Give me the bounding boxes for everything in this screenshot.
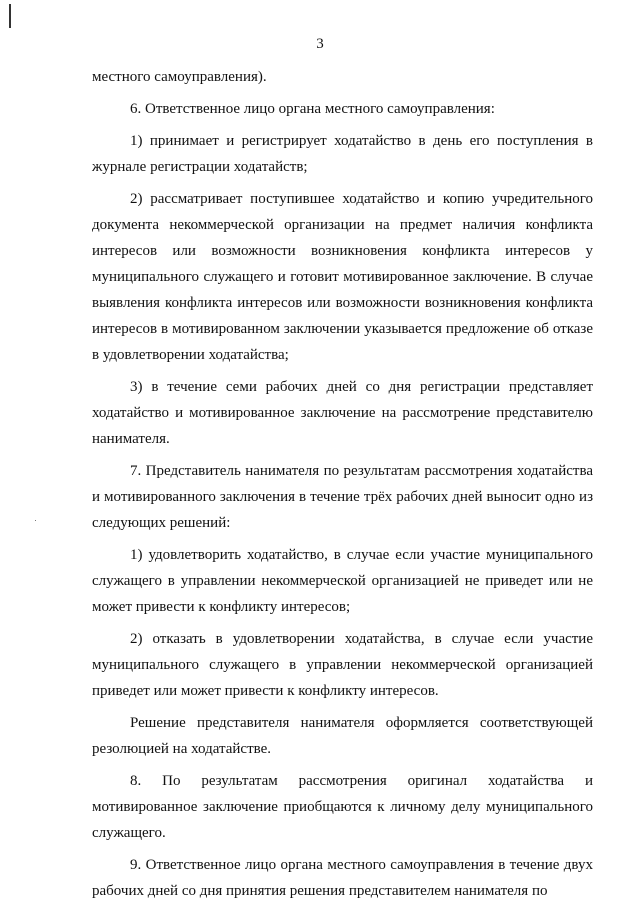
scan-edge-mark xyxy=(9,4,11,28)
paragraph-continuation: местного самоуправления). xyxy=(92,69,267,85)
scan-speck xyxy=(35,520,36,521)
document-body xyxy=(92,64,593,910)
paragraph-item-7: 7. Представитель нанимателя по результатам рассмотрения ходатайства и мотивированного заключения в течение трёх рабочих дней выносит одно из следующих решений: xyxy=(92,463,593,531)
paragraph-decision-resolution: Решение представителя нанимателя оформляется соответствующей резолюцией на ходатайстве. xyxy=(92,715,593,757)
paragraph-item-6: 6. Ответственное лицо органа местного самоуправления: xyxy=(130,101,495,117)
paragraph-item-6-2: 2) рассматривает поступившее ходатайство и копию учредительного документа некоммерческой организации на предмет наличия конфликта интересов или возможности возникновения конфликта интересов у муниципального служащего и готовит мотивированное заключение. В случае выявления конфликта интересов или возможности возникновения конфликта интересов в мотивированном заключении указывается предложение об отказе в удовлетворении ходатайства; xyxy=(92,191,593,363)
paragraph-item-9: 9. Ответственное лицо органа местного самоуправления в течение двух рабочих дней со дня принятия решения представителем нанимателя по xyxy=(92,857,593,899)
paragraph-item-6-3: 3) в течение семи рабочих дней со дня регистрации представляет ходатайство и мотивированное заключение на рассмотрение представителю нанимателя. xyxy=(92,379,593,447)
paragraph-item-7-2: 2) отказать в удовлетворении ходатайства, в случае если участие муниципального служащего в управлении некоммерческой организацией приведет или может привести к конфликту интересов. xyxy=(92,631,593,699)
paragraph-item-6-1: 1) принимает и регистрирует ходатайство в день его поступления в журнале регистрации ходатайств; xyxy=(92,133,593,175)
page-number: 3 xyxy=(316,36,324,52)
paragraph-item-7-1: 1) удовлетворить ходатайство, в случае если участие муниципального служащего в управлении некоммерческой организацией не приведет или не может привести к конфликту интересов; xyxy=(92,547,593,615)
paragraph-item-8: 8. По результатам рассмотрения оригинал ходатайства и мотивированное заключение приобщаются к личному делу муниципального служащего. xyxy=(92,773,593,841)
